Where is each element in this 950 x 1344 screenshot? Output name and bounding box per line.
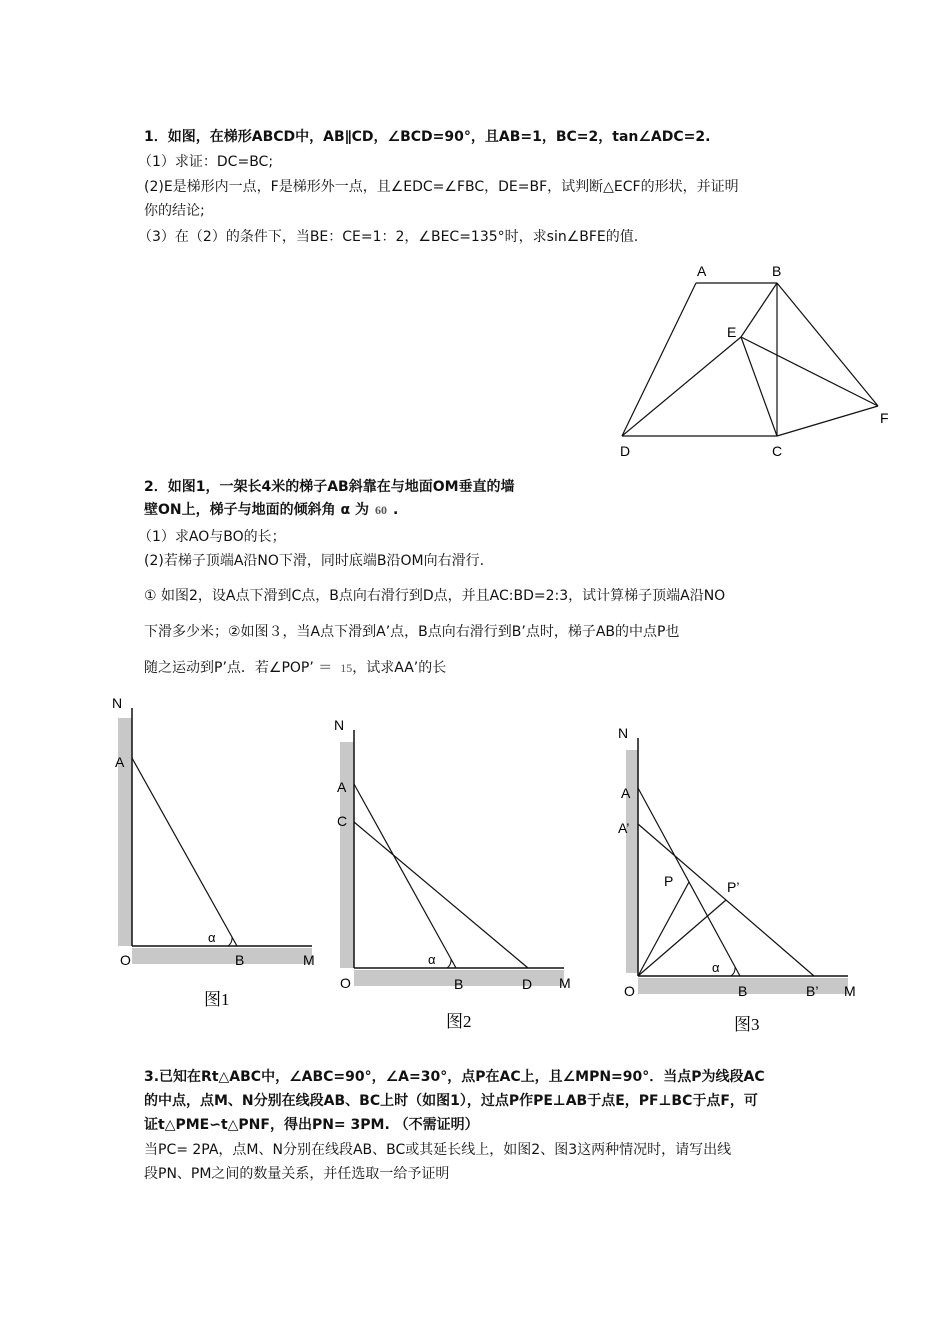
wall-on: [626, 750, 638, 973]
problem1-question-2-line2: 你的结论;: [144, 203, 205, 219]
segment-ad: [622, 283, 696, 436]
problem2-title-line2: [144, 500, 398, 520]
label-d: D: [620, 443, 631, 459]
problem2-question-2: (2)若梯子顶端A沿NO下滑，同时底端B沿OM向右滑行.: [144, 553, 485, 569]
problem1-title: 1．如图，在梯形ABCD中，AB∥CD，∠BCD=90°，且AB=1，BC=2，tan∠ADC=2.: [144, 129, 711, 145]
angle-value-15: 15: [340, 661, 353, 675]
ladder-ab: [354, 784, 456, 968]
segment-eb: [741, 283, 777, 337]
problem2-question-2-2: [144, 658, 446, 678]
label-b: B: [738, 983, 748, 999]
ladder-figure-3: [602, 720, 872, 1038]
label-a: A: [697, 263, 707, 279]
label-alpha: α: [712, 960, 720, 975]
label-alpha: α: [208, 930, 216, 945]
ladder-cd: [354, 822, 528, 968]
label-a: A: [337, 779, 347, 795]
angle-value-60: 60: [374, 503, 387, 517]
label-a-prime: A’: [618, 820, 630, 836]
label-o: O: [624, 983, 635, 999]
label-n: N: [334, 717, 345, 733]
problem2-question-2-2-end: ，试求AA’的长: [352, 660, 447, 676]
label-c: C: [337, 813, 348, 829]
problem3-line3: 证t△PME∽t△PNF，得出PN= 3PM. （不需证明）: [144, 1117, 479, 1133]
label-n: N: [112, 695, 123, 711]
problem2-question-2-1-line1: ① 如图2，设A点下滑到C点，B点向右滑行到D点，并且AC:BD=2:3，试计算梯子顶端A沿NO: [144, 588, 726, 604]
label-a: A: [115, 754, 125, 770]
problem2-question-1: （1）求AO与BO的长；: [138, 529, 286, 545]
label-n: N: [618, 725, 629, 741]
label-b: B: [454, 976, 464, 992]
segment-op: [638, 882, 689, 976]
problem1-question-2-line1: (2)E是梯形内一点，F是梯形外一点，且∠EDC=∠FBC，DE=BF，试判断△ECF的形状，并证明: [144, 179, 739, 195]
wall-on: [340, 742, 354, 968]
label-o: O: [120, 952, 131, 968]
wall-on: [118, 718, 132, 946]
trapezoid-figure: [600, 260, 900, 465]
segment-cf: [777, 406, 878, 436]
label-m: M: [844, 983, 856, 999]
label-o: O: [340, 975, 351, 991]
ladder-ab: [132, 758, 237, 946]
problem1-question-3: （3）在（2）的条件下，当BE：CE=1：2，∠BEC=135°时，求sin∠BFE的值.: [138, 229, 639, 245]
ladder-figure-2: [322, 712, 572, 1032]
ground-om: [132, 948, 312, 964]
problem2-title-line2-end: .: [392, 502, 399, 518]
label-m: M: [559, 975, 571, 991]
label-p-prime: P’: [727, 879, 740, 895]
problem2-title-line2-text: 壁ON上，梯子与地面的倾斜角 α 为: [144, 502, 369, 518]
label-p: P: [664, 873, 674, 889]
problem1-question-1: （1）求证：DC=BC;: [138, 154, 274, 170]
problem3-line2: 的中点，点M、N分别在线段AB、BC上时（如图1），过点P作PE⊥AB于点E，PF⊥BC于点F，可: [144, 1093, 758, 1109]
ladder-figure-1: [100, 690, 320, 1020]
label-b: B: [235, 952, 245, 968]
label-a: A: [621, 785, 631, 801]
problem3-line4: 当PC= 2PA，点M、N分别在线段AB、BC或其延长线上，如图2、图3这两种情况时，请写出线: [144, 1142, 732, 1158]
segment-bf: [777, 283, 878, 406]
figure-2-caption: 图2: [446, 1012, 472, 1031]
label-alpha: α: [428, 952, 436, 967]
label-b: B: [772, 263, 782, 279]
problem3-line5: 段PN、PM之间的数量关系，并任选取一给予证明: [144, 1166, 450, 1182]
problem3-line1: 3.已知在Rt△ABC中，∠ABC=90°，∠A=30°，点P在AC上，且∠MPN=90°．当点P为线段AC: [144, 1069, 765, 1085]
figure-3-caption: 图3: [734, 1015, 760, 1034]
label-e: E: [727, 324, 737, 340]
problem2-question-2-2-text: 随之运动到P’点．若∠POP’ ＝: [144, 660, 333, 676]
label-m: M: [303, 952, 315, 968]
figure-1-caption: 图1: [204, 990, 230, 1009]
label-f: F: [880, 410, 889, 426]
label-b-prime: B’: [806, 983, 819, 999]
label-c: C: [772, 443, 783, 459]
problem2-title-line1: 2．如图1，一架长4米的梯子AB斜靠在与地面OM垂直的墙: [144, 479, 515, 495]
segment-ef: [741, 337, 878, 406]
problem2-question-2-1-line2: 下滑多少米；②如图３，当A点下滑到A’点，B点向右滑行到B’点时，梯子AB的中点P也: [144, 624, 680, 640]
segment-de: [622, 337, 741, 436]
label-d: D: [522, 976, 533, 992]
